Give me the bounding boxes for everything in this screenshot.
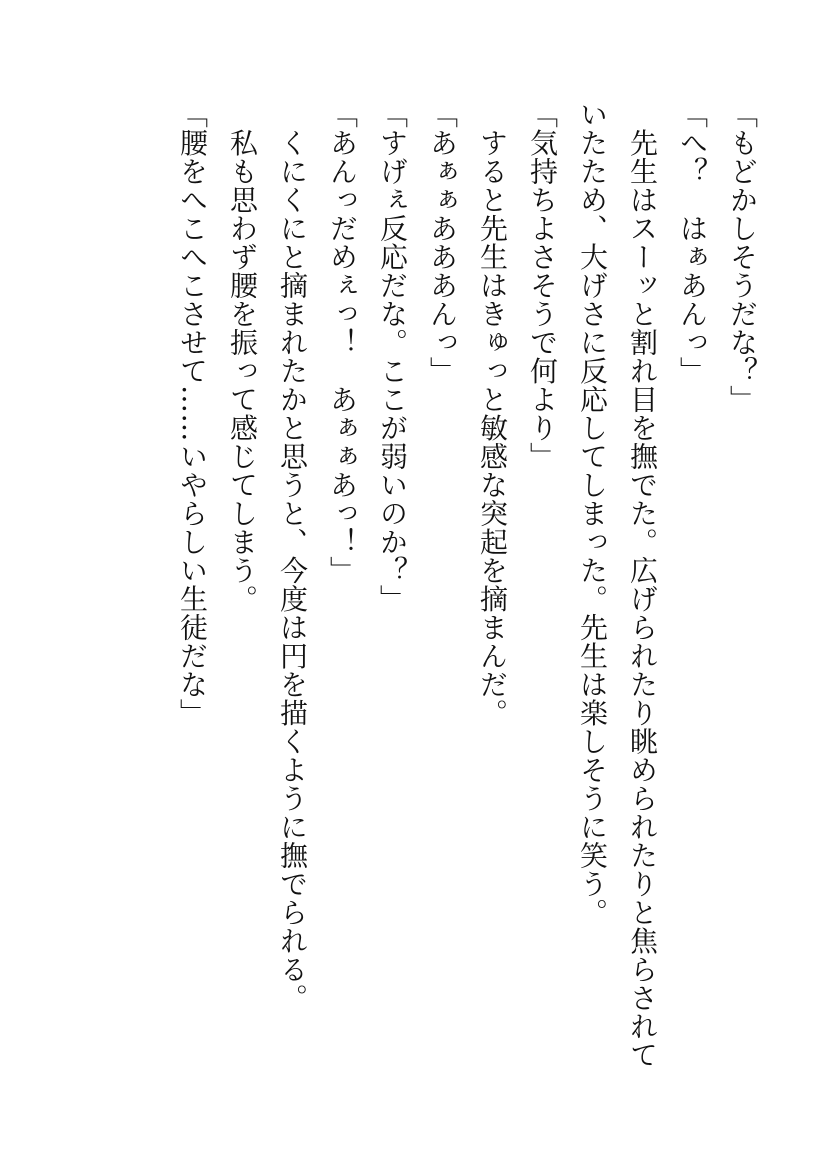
text-line: 「すげぇ反応だな。ここが弱いのか？」 (376, 100, 409, 613)
text-line: 「あんっだめぇっ！ あぁぁあっ！」 (326, 100, 359, 585)
text-line: 「あぁぁあああんっ」 (426, 100, 459, 385)
text-line: 「もどかしそうだな？」 (726, 100, 759, 414)
vertical-text-body (167, 100, 767, 1080)
text-line: 私も思わず腰を振って感じてしまう。 (226, 100, 259, 613)
text-line: 「気持ちよさそうで何より」 (526, 100, 559, 471)
text-line: すると先生はきゅっと敏感な突起を摘まんだ。 (476, 100, 509, 727)
text-line: くにくにと摘まれたかと思うと、今度は円を描くように撫でられる。 (276, 100, 309, 1012)
text-line: 「へ？ はぁあんっ」 (676, 100, 709, 385)
text-line: 「腰をへこへこさせて……いやらしい生徒だな」 (176, 100, 209, 727)
text-line: 先生はスーッと割れ目を撫でた。広げられたり眺められたりと焦らされていたため、大げさに反応してしまった。先生は楽しそうに笑う。 (576, 100, 659, 1069)
